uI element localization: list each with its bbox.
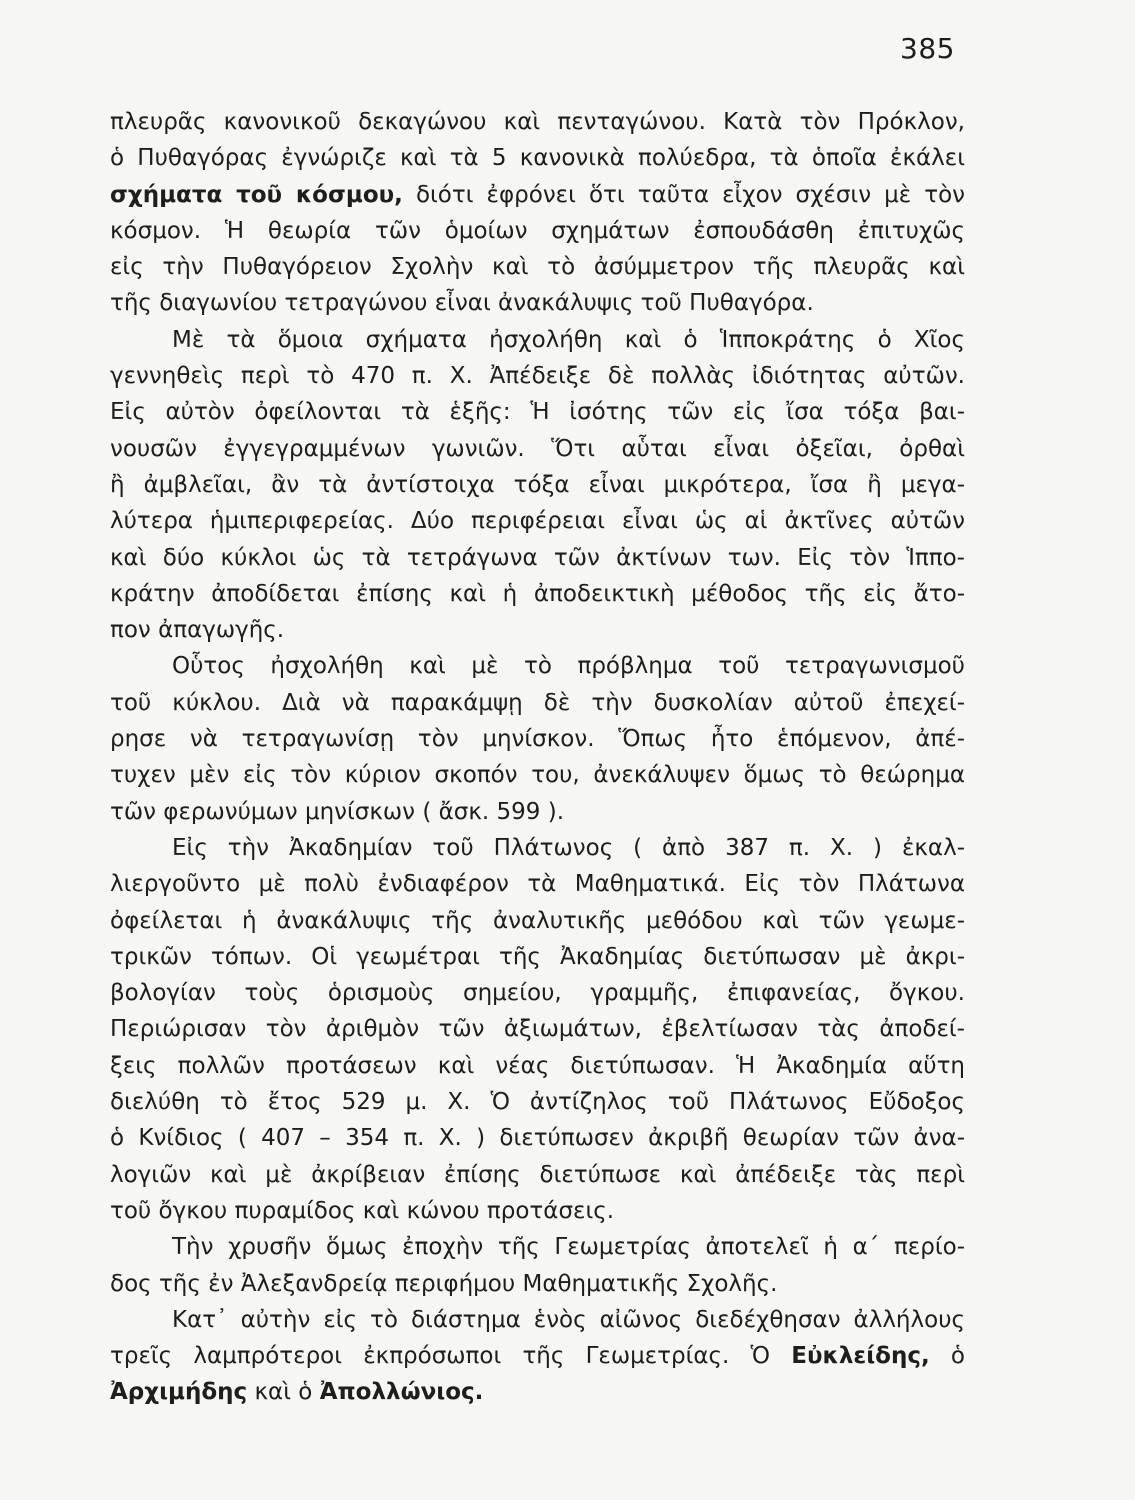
text-line: λογιῶν καὶ μὲ ἀκρίβειαν ἐπίσης διετύπωσε καὶ ἀπέδειξε τὰς περὶ (110, 1161, 965, 1188)
text-line: τοῦ κύκλου. Διὰ νὰ παρακάμψῃ δὲ τὴν δυσκολίαν αὐτοῦ ἐπεχεί- (110, 689, 965, 716)
bold-name: Εὐκλείδης, (791, 1343, 930, 1370)
text-line: τῆς διαγωνίου τετραγώνου εἶναι ἀνακάλυψις τοῦ Πυθαγόρα. (110, 290, 814, 317)
text-line: τρεῖς λαμπρότεροι ἐκπρόσωποι τῆς Γεωμετρίας. Ὁ Εὐκλείδης, ὁ (110, 1343, 965, 1370)
text-line: ὀφείλεται ἡ ἀνακάλυψις τῆς ἀναλυτικῆς μεθόδου καὶ τῶν γεωμε- (110, 907, 965, 934)
text-line: ξεις πολλῶν προτάσεων καὶ νέας διετύπωσαν. Ἡ Ἀκαδημία αὕτη (110, 1052, 965, 1079)
bold-name: Ἀρχιμήδης (110, 1379, 248, 1406)
text-line: Εἰς τὴν Ἀκαδημίαν τοῦ Πλάτωνος ( ἀπὸ 387 π. Χ. ) ἐκαλ- (172, 834, 965, 861)
text-line: Οὗτος ἠσχολήθη καὶ μὲ τὸ πρόβλημα τοῦ τετραγωνισμοῦ (172, 653, 965, 680)
body-text (110, 104, 965, 1411)
text-line: ρησε νὰ τετραγωνίσῃ τὸν μηνίσκον. Ὅπως ἦτο ἑπόμενον, ἀπέ- (110, 726, 965, 753)
text-line: καὶ δύο κύκλοι ὡς τὰ τετράγωνα τῶν ἀκτίνων των. Εἰς τὸν Ἱππο- (110, 544, 965, 571)
text-line: λύτερα ἡμιπεριφερείας. Δύο περιφέρειαι εἶναι ὡς αἱ ἀκτῖνες αὐτῶν (110, 508, 965, 535)
text-line: πλευρᾶς κανονικοῦ δεκαγώνου καὶ πενταγώνου. Κατὰ τὸν Πρόκλον, (110, 109, 965, 135)
text-line: Περιώρισαν τὸν ἀριθμὸν τῶν ἀξιωμάτων, ἐβελτίωσαν τὰς ἀποδεί- (110, 1016, 965, 1043)
text-line: λιεργοῦντο μὲ πολὺ ἐνδιαφέρον τὰ Μαθηματικά. Εἰς τὸν Πλάτωνα (110, 871, 965, 898)
text-line: τρικῶν τόπων. Οἱ γεωμέτραι τῆς Ἀκαδημίας διετύπωσαν μὲ ἀκρι- (110, 943, 965, 970)
text-line: ὁ Πυθαγόρας ἐγνώριζε καὶ τὰ 5 κανονικὰ πολύεδρα, τὰ ὁποῖα ἐκάλει (110, 145, 965, 172)
text-line: Τὴν χρυσῆν ὅμως ἐποχὴν τῆς Γεωμετρίας ἀποτελεῖ ἡ α΄ περίο- (172, 1234, 965, 1261)
text-line: βολογίαν τοὺς ὁρισμοὺς σημείου, γραμμῆς, ἐπιφανείας, ὄγκου. (110, 980, 965, 1007)
text-line: τυχεν μὲν εἰς τὸν κύριον σκοπόν του, ἀνεκάλυψεν ὅμως τὸ θεώρημα (110, 762, 965, 789)
text-line: δος τῆς ἐν Ἀλεξανδρείᾳ περιφήμου Μαθηματικῆς Σχολῆς. (110, 1270, 778, 1297)
text-line: νουσῶν ἐγγεγραμμένων γωνιῶν. Ὅτι αὗται εἶναι ὀξεῖαι, ὀρθαὶ (110, 435, 965, 462)
text-line: κόσμον. Ἡ θεωρία τῶν ὁμοίων σχημάτων ἐσπουδάσθη ἐπιτυχῶς (110, 217, 965, 244)
text-line: Μὲ τὰ ὅμοια σχήματα ἠσχολήθη καὶ ὁ Ἱπποκράτης ὁ Χῖος (172, 326, 965, 353)
text-line: Κατ᾽ αὐτὴν εἰς τὸ διάστημα ἑνὸς αἰῶνος διεδέχθησαν ἀλλήλους (172, 1306, 965, 1333)
page-number: 385 (900, 32, 955, 65)
text-line: σχήματα τοῦ κόσμου, διότι ἐφρόνει ὅτι ταῦτα εἶχον σχέσιν μὲ τὸν (110, 181, 965, 208)
text-line: ἢ ἀμβλεῖαι, ἂν τὰ ἀντίστοιχα τόξα εἶναι μικρότερα, ἴσα ἢ μεγα- (110, 471, 965, 498)
text-line: διελύθη τὸ ἔτος 529 μ. Χ. Ὁ ἀντίζηλος τοῦ Πλάτωνος Εὔδοξος (110, 1089, 965, 1116)
text-line: τῶν φερωνύμων μηνίσκων ( ἄσκ. 599 ). (110, 798, 565, 825)
text-line: Εἰς αὐτὸν ὀφείλονται τὰ ἑξῆς: Ἡ ἰσότης τῶν εἰς ἴσα τόξα βαι- (110, 399, 965, 426)
text-line: γεννηθεὶς περὶ τὸ 470 π. Χ. Ἀπέδειξε δὲ πολλὰς ἰδιότητας αὐτῶν. (110, 363, 965, 390)
text-line: τοῦ ὄγκου πυραμίδος καὶ κώνου προτάσεις. (110, 1197, 615, 1224)
bold-term: σχήματα τοῦ κόσμου, (110, 181, 403, 208)
bold-name: Ἀπολλώνιος. (319, 1379, 484, 1406)
text-line: Ἀρχιμήδης καὶ ὁ Ἀπολλώνιος. (110, 1379, 484, 1406)
text-line: εἰς τὴν Πυθαγόρειον Σχολὴν καὶ τὸ ἀσύμμετρον τῆς πλευρᾶς καὶ (110, 254, 965, 281)
text-line: κράτην ἀποδίδεται ἐπίσης καὶ ἡ ἀποδεικτικὴ μέθοδος τῆς εἰς ἄτο- (110, 580, 965, 607)
text-line: πον ἀπαγωγῆς. (110, 617, 285, 644)
text-line: ὁ Κνίδιος ( 407 – 354 π. Χ. ) διετύπωσεν ἀκριβῆ θεωρίαν τῶν ἀνα- (110, 1125, 965, 1152)
